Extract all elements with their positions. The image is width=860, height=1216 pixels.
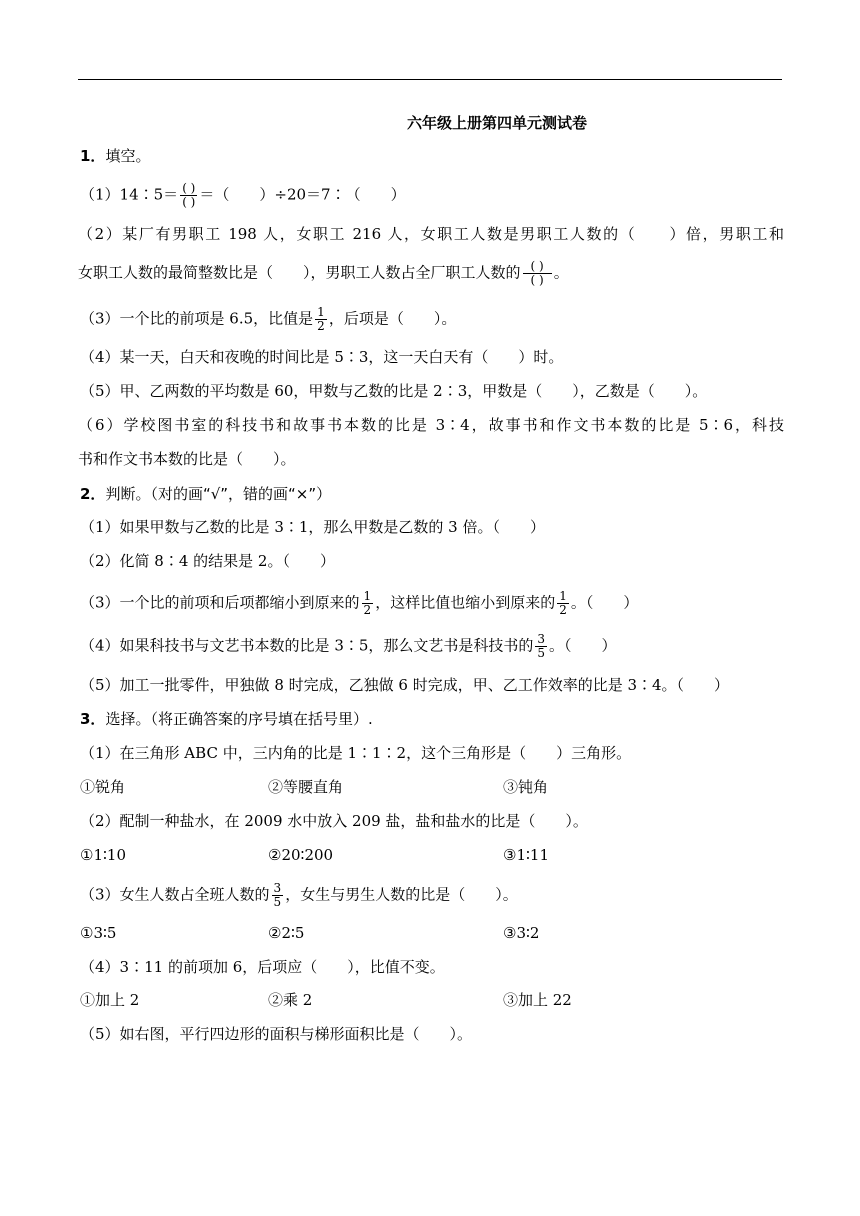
exam-title: 六年级上册第四单元测试卷 xyxy=(406,114,587,132)
s3-q1-options: ①锐角 ②等腰直角 ③钝角 xyxy=(80,778,549,796)
s2-q4: （4）如果科技书与文艺书本数的比是 3∶5，那么文艺书是科技书的 $\frac{3}{5}$ 。（ ） xyxy=(80,632,617,660)
s1-q1: （1）14∶5＝ $\frac{( )}{( )}$ ＝（ ）÷20＝7∶（ ） xyxy=(80,181,406,209)
s3-q2-options: ①1∶10 ②20∶200 ③1∶11 xyxy=(80,846,549,864)
s1-q2-line2: 女职工人数的最简整数比是（ ），男职工人数占全厂职工人数的 $\frac{( )}{( )}$ 。 xyxy=(78,259,569,287)
s1-q5: （5）甲、乙两数的平均数是 60，甲数与乙数的比是 2∶3，甲数是（ ），乙数是（ ）。 xyxy=(80,382,708,400)
s1-q3: （3）一个比的前项是 6.5，比值是 $\frac{1}{2}$ ，后项是（ ）。 xyxy=(80,305,457,333)
fraction-three-fifths: $\frac{3}{5}$ xyxy=(537,632,546,660)
s3-q1: （1）在三角形 ABC 中，三内角的比是 1∶1∶2，这个三角形是（ ）三角形。 xyxy=(80,744,632,762)
section-2-heading: 2．判断。（对的画“√”，错的画“×”） xyxy=(80,485,332,503)
s1-q4: （4）某一天，白天和夜晚的时间比是 5∶3，这一天白天有（ ）时。 xyxy=(80,348,564,366)
s2-q3: （3）一个比的前项和后项都缩小到原来的 $\frac{1}{2}$ ，这样比值也缩小到原来的 $\frac{1}{2}$ 。（ ） xyxy=(80,589,639,617)
section-1-heading: 1．填空。 xyxy=(80,147,151,165)
s1-q2-line1: （2）某厂有男职工 198 人，女职工 216 人，女职工人数是男职工人数的（ ）倍，男职工和 xyxy=(78,225,784,243)
fraction-three-fifths: $\frac{3}{5}$ xyxy=(273,881,282,909)
blank-fraction: $\frac{( )}{( )}$ xyxy=(523,260,552,287)
s1-q6-line2: 书和作文书本数的比是（ ）。 xyxy=(78,450,296,468)
s3-q4: （4）3∶11 的前项加 6，后项应（ ），比值不变。 xyxy=(80,958,445,976)
s1-q6-line1: （6）学校图书室的科技书和故事书本数的比是 3∶4，故事书和作文书本数的比是 5∶6，科技 xyxy=(78,416,784,434)
s2-q1: （1）如果甲数与乙数的比是 3∶1，那么甲数是乙数的 3 倍。（ ） xyxy=(80,518,545,536)
s3-q3: （3）女生人数占全班人数的 $\frac{3}{5}$ ，女生与男生人数的比是（ ）。 xyxy=(80,881,518,909)
fraction-one-half: $\frac{1}{2}$ xyxy=(559,589,567,617)
header-rule xyxy=(78,79,782,80)
s3-q3-options: ①3∶5 ②2∶5 ③3∶2 xyxy=(80,924,540,942)
s2-q2: （2）化简 8∶4 的结果是 2。（ ） xyxy=(80,552,335,570)
s3-q4-options: ①加上 2 ②乘 2 ③加上 22 xyxy=(80,991,572,1009)
s2-q5: （5）加工一批零件，甲独做 8 时完成，乙独做 6 时完成，甲、乙工作效率的比是 3∶4。（ ） xyxy=(80,676,730,694)
s3-q5: （5）如右图，平行四边形的面积与梯形面积比是（ ）。 xyxy=(80,1025,473,1043)
section-3-heading: 3．选择。（将正确答案的序号填在括号里）. xyxy=(80,710,373,728)
fraction-one-half: $\frac{1}{2}$ xyxy=(363,589,372,617)
blank-fraction: $\frac{( )}{( )}$ xyxy=(182,181,196,209)
s3-q2: （2）配制一种盐水，在 2009 水中放入 209 盐，盐和盐水的比是（ ）。 xyxy=(80,812,588,830)
fraction-one-half: $\frac{1}{2}$ xyxy=(317,305,325,333)
